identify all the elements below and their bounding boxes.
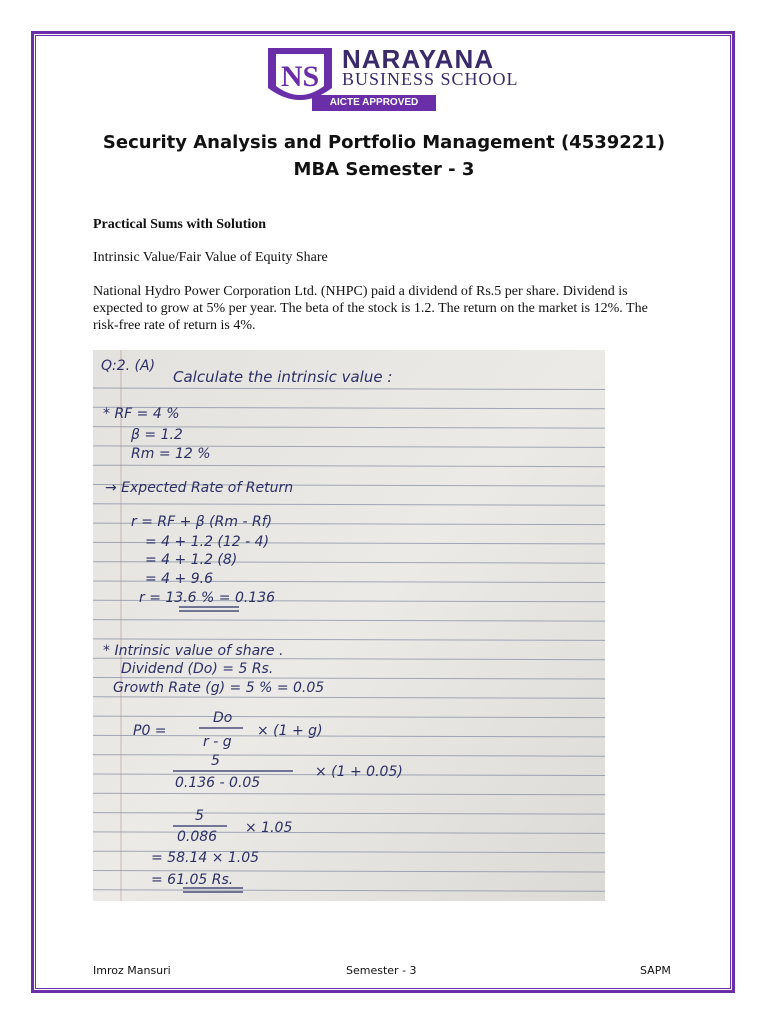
svg-text:NS: NS — [280, 60, 320, 93]
hw-line-3: = 4 + 1.2 (8) — [145, 552, 238, 568]
hw-line-2: = 4 + 1.2 (12 - 4) — [145, 534, 270, 550]
hw-frac3-den: 0.086 — [177, 829, 218, 845]
hw-frac2-num: 5 — [211, 753, 220, 769]
semester-title: MBA Semester - 3 — [293, 159, 475, 180]
hw-frac1-num: Do — [213, 710, 233, 726]
hw-line-1: r = RF + β (Rm - Rf) — [131, 514, 273, 530]
hw-intrinsic-heading: * Intrinsic value of share . — [103, 643, 284, 659]
hw-times-2: × (1 + 0.05) — [315, 764, 403, 780]
hw-frac1-den: r - g — [203, 734, 232, 750]
hw-line-7: = 61.05 Rs. — [151, 872, 234, 888]
footer-semester: Semester - 3 — [346, 964, 417, 977]
hw-line-6: = 58.14 × 1.05 — [151, 850, 260, 866]
hw-frac3-num: 5 — [195, 808, 204, 824]
handwritten-solution-photo — [93, 350, 605, 901]
hw-expected-return: → Expected Rate of Return — [105, 480, 294, 496]
hw-question: Q:2. (A) — [101, 358, 156, 374]
school-name: NARAYANA — [342, 44, 495, 74]
hw-frac2-den: 0.136 - 0.05 — [175, 775, 261, 791]
hw-line-4: = 4 + 9.6 — [145, 571, 213, 587]
hw-growth: Growth Rate (g) = 5 % = 0.05 — [113, 680, 325, 696]
hw-beta: β = 1.2 — [131, 427, 183, 443]
school-subtitle: BUSINESS SCHOOL — [342, 69, 519, 89]
problem-statement: National Hydro Power Corporation Ltd. (NHPC) paid a dividend of Rs.5 per share. Dividend is expected to grow at 5% per year. The beta of the stock is 1.2. The return on the market is 12%. The risk-free rate of return is 4%. — [93, 284, 648, 333]
topic-heading: Intrinsic Value/Fair Value of Equity Share — [93, 250, 328, 265]
section-heading: Practical Sums with Solution — [93, 217, 267, 232]
hw-rf: * RF = 4 % — [103, 406, 180, 422]
course-title: Security Analysis and Portfolio Management (4539221) — [102, 132, 666, 153]
hw-rm: Rm = 12 % — [131, 446, 211, 462]
hw-p0: P0 = — [133, 723, 167, 739]
hw-dividend: Dividend (Do) = 5 Rs. — [121, 661, 274, 677]
hw-times-1: × (1 + g) — [257, 723, 323, 739]
hw-line-5: r = 13.6 % = 0.136 — [139, 590, 276, 606]
footer-subject: SAPM — [640, 964, 671, 977]
aicte-badge: AICTE APPROVED — [312, 95, 436, 111]
footer-author: Imroz Mansuri — [93, 964, 171, 977]
hw-times-3: × 1.05 — [245, 820, 293, 836]
hw-heading: Calculate the intrinsic value : — [173, 368, 393, 386]
